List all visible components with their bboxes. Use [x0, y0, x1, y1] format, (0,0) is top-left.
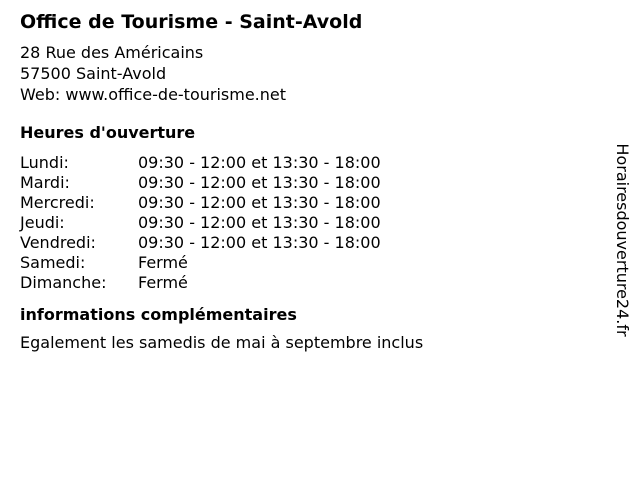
day-label: Lundi:	[20, 153, 69, 172]
hours-row-jeudi	[20, 213, 600, 233]
opening-hours-table	[20, 153, 600, 293]
hours-row-lundi	[20, 153, 600, 173]
brand-watermark: Horairesdouverture24.fr	[613, 143, 632, 337]
address-block	[20, 42, 600, 105]
day-label: Samedi:	[20, 253, 86, 272]
day-label: Vendredi:	[20, 233, 96, 252]
address-web: Web: www.office-de-tourisme.net	[20, 85, 287, 104]
day-label: Mercredi:	[20, 193, 95, 212]
day-hours: 09:30 - 12:00 et 13:30 - 18:00	[138, 213, 381, 232]
opening-hours-heading: Heures d'ouverture	[20, 123, 196, 142]
hours-row-dimanche	[20, 273, 600, 293]
day-label: Jeudi:	[20, 213, 65, 232]
day-hours: 09:30 - 12:00 et 13:30 - 18:00	[138, 233, 381, 252]
day-hours: 09:30 - 12:00 et 13:30 - 18:00	[138, 193, 381, 212]
day-hours: Fermé	[138, 253, 188, 272]
day-hours: 09:30 - 12:00 et 13:30 - 18:00	[138, 173, 381, 192]
page-title: Office de Tourisme - Saint-Avold	[20, 11, 363, 33]
address-city: 57500 Saint-Avold	[20, 64, 167, 83]
day-label: Dimanche:	[20, 273, 107, 292]
additional-info-text: Egalement les samedis de mai à septembre inclus	[20, 333, 424, 352]
day-label: Mardi:	[20, 173, 70, 192]
address-street: 28 Rue des Américains	[20, 43, 204, 62]
additional-info-heading: informations complémentaires	[20, 305, 297, 324]
hours-row-vendredi	[20, 233, 600, 253]
day-hours: Fermé	[138, 273, 188, 292]
hours-row-mardi	[20, 173, 600, 193]
main-content	[20, 10, 600, 353]
day-hours: 09:30 - 12:00 et 13:30 - 18:00	[138, 153, 381, 172]
hours-row-mercredi	[20, 193, 600, 213]
hours-row-samedi	[20, 253, 600, 273]
